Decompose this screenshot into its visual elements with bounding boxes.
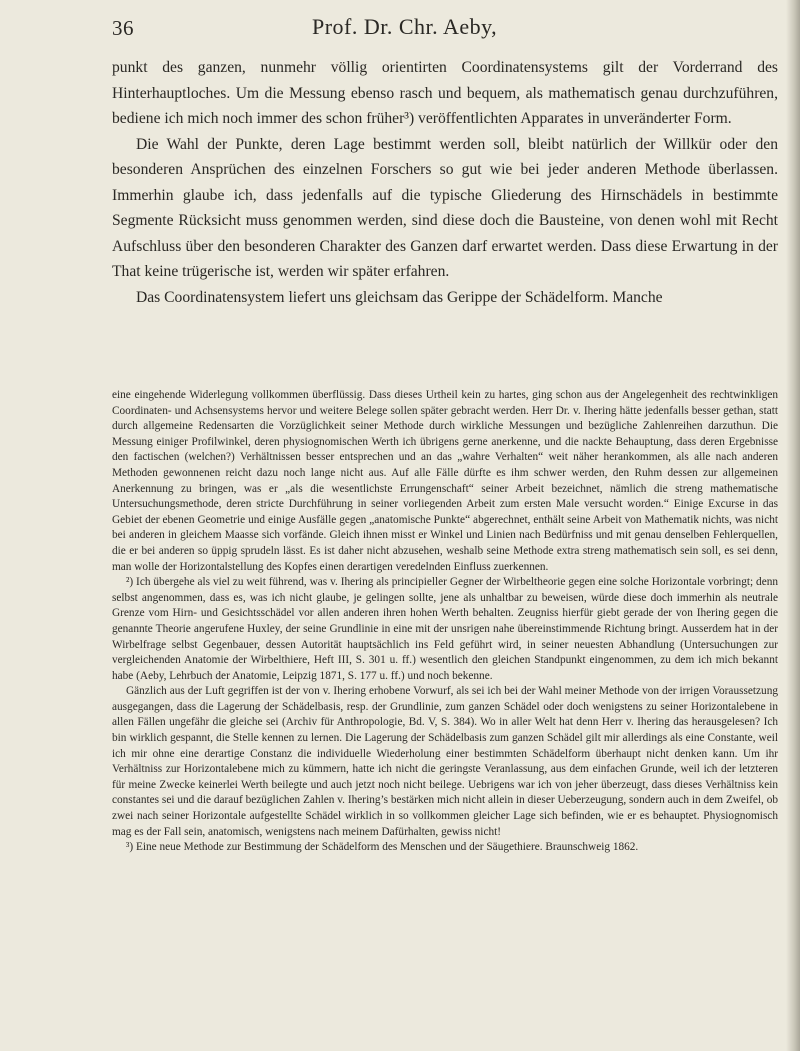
main-text	[112, 55, 778, 310]
footnote: Gänzlich aus der Luft gegriffen ist der von v. Ihering erhobene Vorwurf, als sei ich bei der Wahl meiner Methode von der irrigen Voraussetzung ausgegangen, dass die Lagerung der Schädelbasis, resp. der Grundlinie, zum ganzen Schädel oder doch wenigstens zu seiner Horizontalebene in allen Fällen ungefähr die gleiche sei (Archiv für Anthropologie, Bd. V, S. 384). Wo in aller Welt hat denn Herr v. Ihering das herausgelesen? Ich bin wirklich gespannt, die Stelle kennen zu lernen. Die Lagerung der Schädelbasis zum ganzen Schädel gilt mir allerdings als eine Constante, weil ich mir ohne eine derartige Constanz die individuelle Wiederholung einer bestimmten Schädelform überhaupt nicht denken kann. Um ihr Verhältniss zur Horizontalebene mich zu kümmern, hatte ich nicht die geringste Veranlassung, aus dem einfachen Grunde, weil ich der letzteren für meine Zwecke keinerlei Werth beilegte und auch jetzt noch nicht beilege. Uebrigens war ich von jeher überzeugt, dass dieses Verhältniss kein constantes sei und die darauf bezüglichen Zahlen v. Ihering’s bestärken mich nicht allein in dieser Ueberzeugung, sondern auch in dem Zweifel, ob zwei nach seiner Horizontale aufgestellte Schädel wirklich in so vollkommen gleicher Lage sich befinden, wie er es behauptet. Physiognomisch mag es der Fall sein, anatomisch, wenigstens nach meinem Dafürhalten, gewiss nicht!	[112, 685, 778, 838]
paragraph: punkt des ganzen, nunmehr völlig orientirten Coordinatensystems gilt der Vorderrand des Hinterhauptloches. Um die Messung ebenso rasch und bequem, als mathematisch genau durchzuführen, bediene ich mich noch immer des schon früher³) veröffentlichten Apparates in unveränderter Form.	[112, 59, 778, 127]
footnote: ²) Ich übergehe als viel zu weit führend, was v. Ihering als principieller Gegner der Wirbeltheorie gegen eine solche Horizontale vorbringt; denn selbst angenommen, dass es, was ich nicht glaube, je gelingen sollte, jene als unhaltbar zu beweisen, würde diese doch immerhin als neutrale Grenze vom Hirn- und Gesichtsschädel vor allen anderen ihren hohen Werth behalten. Zeugniss hierfür giebt gerade der von Ihering gegen die genannte Theorie angerufene Huxley, der seine Grundlinie in eine mit der unsrigen nahe übereinstimmende Richtung bringt. Ausserdem hat in der Wirbelfrage selbst Gegenbauer, dessen Autorität hauptsächlich ins Feld geführt wird, in seiner neuesten Abhandlung (Untersuchungen zur vergleichenden Anatomie der Wirbelthiere, Heft III, S. 301 u. ff.) wesentlich den gleichen Standpunkt eingenommen, zu dem ich mich bekannt habe (Aeby, Lehrbuch der Anatomie, Leipzig 1871, S. 177 u. ff.) und noch bekenne.	[112, 576, 778, 682]
page-header	[112, 14, 780, 44]
page-number: 36	[112, 16, 134, 40]
footnotes	[112, 388, 778, 856]
page-edge	[786, 0, 800, 1051]
footnote: eine eingehende Widerlegung vollkommen überflüssig. Dass dieses Urtheil kein zu hartes, ging schon aus der Angelegenheit des rechtwinkligen Coordinaten- und Achsensystems hervor und weitere Belege sollen später gebracht werden. Herr Dr. v. Ihering hätte jedenfalls besser gethan, statt durch allgemeine Redensarten die Vorzüglichkeit seiner Methode durch wirkliche Messungen und bezügliche Zahlenreihen darzuthun. Die Messung einiger Profilwinkel, deren physiognomischen Werth ich übrigens gerne anerkenne, und die nackte Behauptung, dass deren Ergebnisse den factischen (welchen?) Verhältnissen besser entsprechen und an das „wahre Verhalten“ weit näher herankommen, als alle nach anderen Methoden gewonnenen reicht dazu noch lange nicht aus. Auf alle Fälle dürfte es ihm schwer werden, den Ruhm dessen zur allgemeinen Anerkennung zu bringen, was er „als die wesentlichste Errungenschaft“ seiner Arbeit bezeichnet, nämlich die streng mathematische Untersuchungsmethode, deren stricte Durchführung in seiner vorliegenden Arbeit zum ersten Male versucht worden.“ Einige Excurse in das Gebiet der ebenen Geometrie und einige Ausfälle gegen „anatomische Punkte“ abgerechnet, enthält seine Arbeit von Mathematik nichts, was nicht bei anderen in gleichem Maasse sich vorfände. Gleich ihnen misst er Winkel und Linien nach Bedürfniss und mit genau denselben Fehlerquellen, die er bei anderen so üppig sprudeln lässt. Es ist daher nicht abzusehen, weshalb seine Methode extra streng mathematisch sein soll, es sei denn, man wolle der Horizontalstellung des Kopfes einen derartigen veredelnden Einfluss zuerkennen.	[112, 389, 778, 573]
running-head: Prof. Dr. Chr. Aeby,	[312, 14, 498, 39]
paragraph: Das Coordinatensystem liefert uns gleichsam das Gerippe der Schädelform. Manche	[136, 288, 663, 306]
paragraph: Die Wahl der Punkte, deren Lage bestimmt werden soll, bleibt natürlich der Willkür oder den besonderen Ansprüchen des einzelnen Forschers so gut wie bei jeder anderen Methode überlassen. Immerhin glaube ich, dass jedenfalls auf die typische Gliederung des Hirnschädels in bestimmte Segmente Rücksicht muss genommen werden, sind diese doch die Bausteine, von denen wohl mit Recht Aufschluss über den besonderen Charakter des Ganzen darf erwartet werden. Dass diese Erwartung in der That keine trügerische ist, werden wir später erfahren.	[112, 135, 778, 280]
footnote: ³) Eine neue Methode zur Bestimmung der Schädelform des Menschen und der Säugethiere. Braunschweig 1862.	[126, 841, 639, 854]
